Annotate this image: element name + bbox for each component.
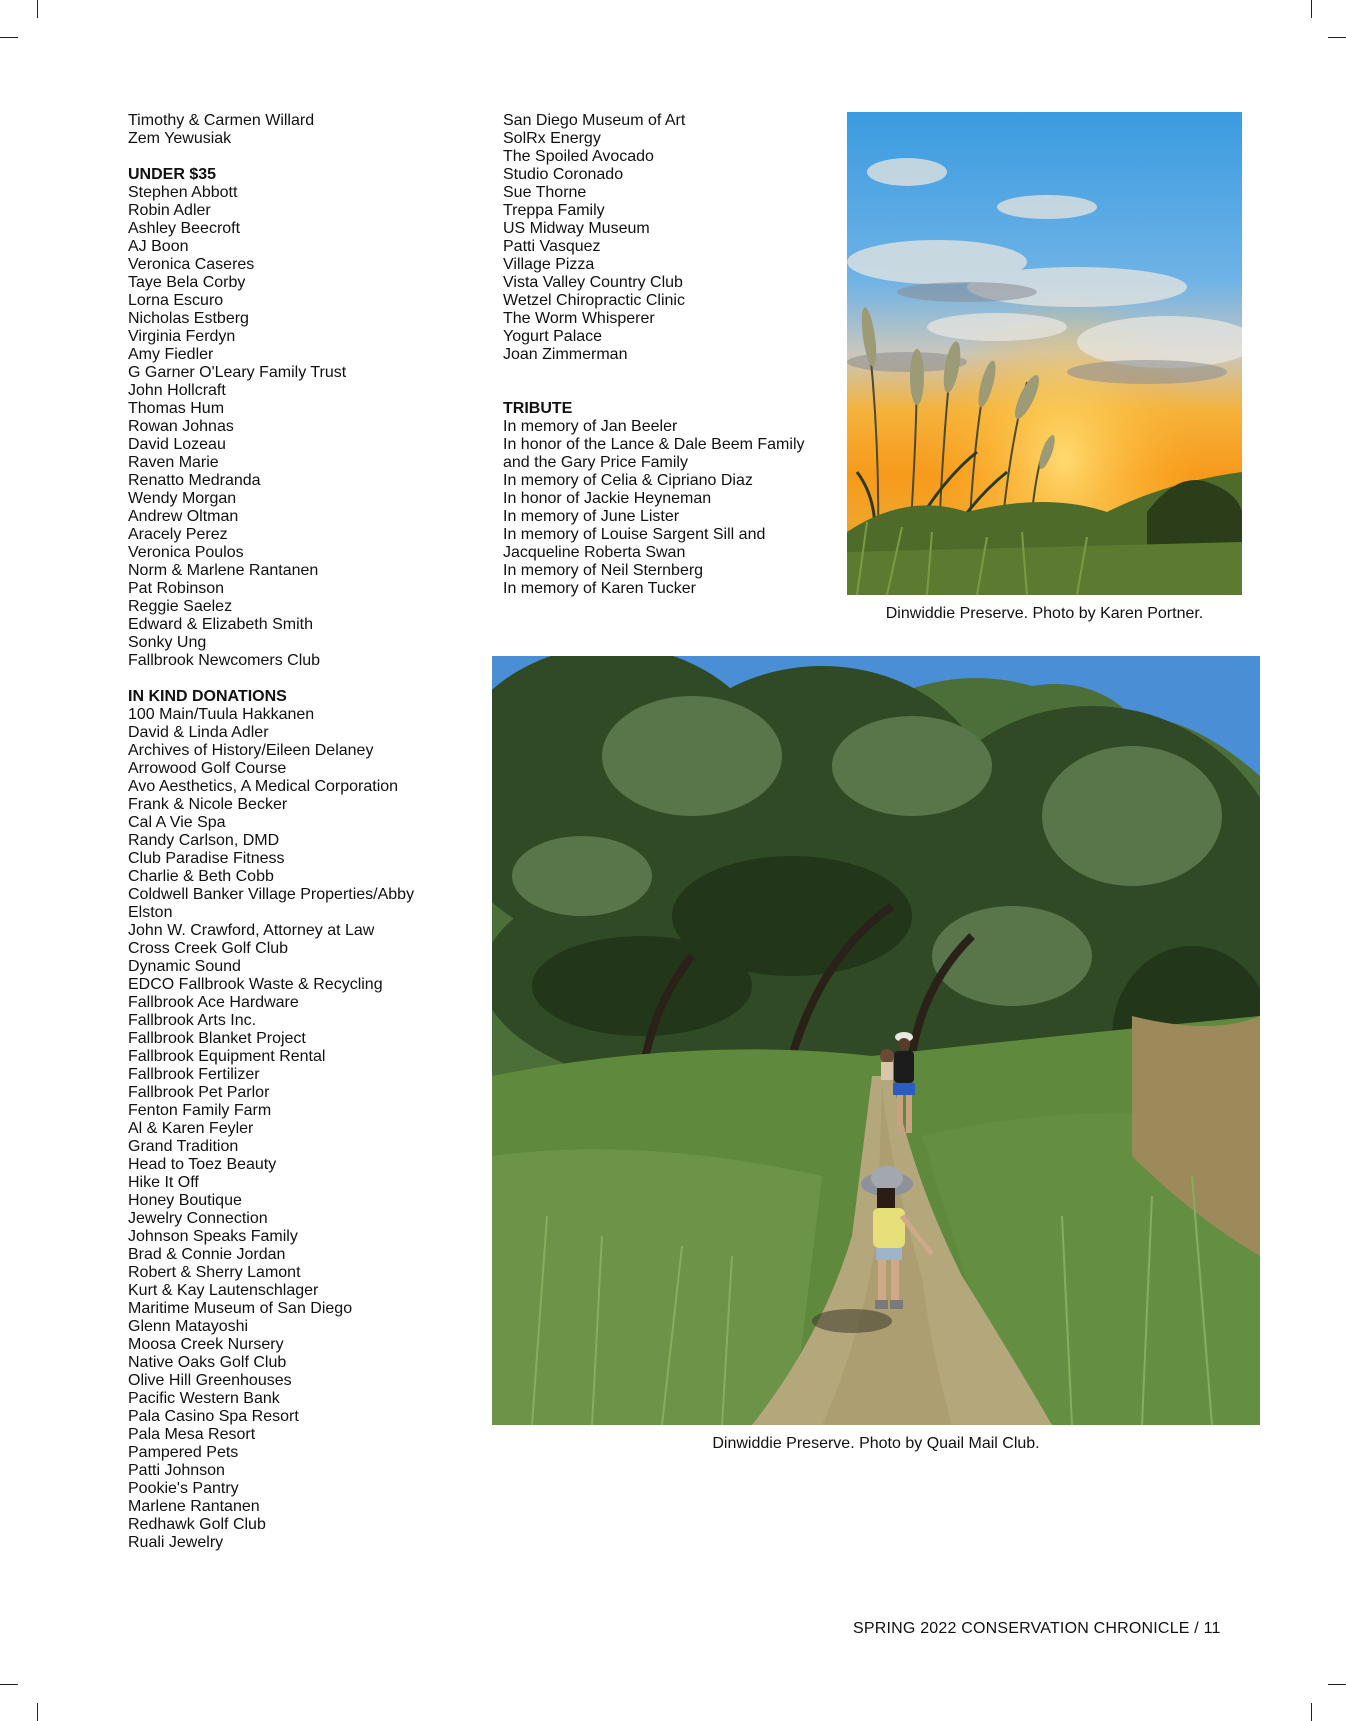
section-heading-in-kind: IN KIND DONATIONS xyxy=(128,688,287,705)
donor-name: Village Pizza xyxy=(503,256,595,273)
tribute-line: In honor of the Lance & Dale Beem Family xyxy=(503,436,805,453)
donor-name: Patti Johnson xyxy=(128,1462,225,1479)
donor-name: Fallbrook Newcomers Club xyxy=(128,652,321,669)
donor-name: Patti Vasquez xyxy=(503,238,601,255)
donor-name: AJ Boon xyxy=(128,238,189,255)
trail-hikers-photo xyxy=(492,656,1260,1425)
crop-mark-top-right-h xyxy=(1328,37,1346,38)
donor-name: Fallbrook Equipment Rental xyxy=(128,1048,326,1065)
donor-name: Aracely Perez xyxy=(128,526,228,543)
donor-name: Elston xyxy=(128,904,173,921)
donor-name: Reggie Saelez xyxy=(128,598,233,615)
tribute-line: In memory of June Lister xyxy=(503,508,680,525)
donor-name: Arrowood Golf Course xyxy=(128,760,287,777)
sunset-pampas-photo xyxy=(847,112,1242,595)
donor-name: Cross Creek Golf Club xyxy=(128,940,289,957)
tribute-line: and the Gary Price Family xyxy=(503,454,688,471)
donor-name: Ashley Beecroft xyxy=(128,220,241,237)
donor-name: Norm & Marlene Rantanen xyxy=(128,562,319,579)
top-photo-caption: Dinwiddie Preserve. Photo by Karen Portner. xyxy=(885,605,1204,622)
donor-name: David & Linda Adler xyxy=(128,724,269,741)
donor-name: Sonky Ung xyxy=(128,634,207,651)
donor-name: Andrew Oltman xyxy=(128,508,239,525)
donor-name: John W. Crawford, Attorney at Law xyxy=(128,922,375,939)
donor-name: Head to Toez Beauty xyxy=(128,1156,277,1173)
donor-name: Club Paradise Fitness xyxy=(128,850,285,867)
donor-name: SolRx Energy xyxy=(503,130,601,147)
donor-name: Sue Thorne xyxy=(503,184,587,201)
donor-name: Redhawk Golf Club xyxy=(128,1516,266,1533)
donor-name: Pala Mesa Resort xyxy=(128,1426,256,1443)
donor-name: Ruali Jewelry xyxy=(128,1534,224,1551)
donor-list-continued xyxy=(503,112,805,364)
donor-name: San Diego Museum of Art xyxy=(503,112,686,129)
donor-name: Treppa Family xyxy=(503,202,605,219)
donor-name: Frank & Nicole Becker xyxy=(128,796,288,813)
donor-name: David Lozeau xyxy=(128,436,226,453)
donor-name: Lorna Escuro xyxy=(128,292,224,309)
crop-mark-top-right-v xyxy=(1311,0,1312,18)
donor-name: Robert & Sherry Lamont xyxy=(128,1264,301,1281)
section-heading-tribute: TRIBUTE xyxy=(503,400,573,417)
donor-name: 100 Main/Tuula Hakkanen xyxy=(128,706,315,723)
tribute-line: Jacqueline Roberta Swan xyxy=(503,544,686,561)
crop-mark-bottom-left-v xyxy=(37,1703,38,1721)
donor-name: Coldwell Banker Village Properties/Abby xyxy=(128,886,415,903)
donor-name: US Midway Museum xyxy=(503,220,650,237)
tribute-line: In memory of Celia & Cipriano Diaz xyxy=(503,472,753,489)
donor-name: Fallbrook Blanket Project xyxy=(128,1030,306,1047)
donor-name: Yogurt Palace xyxy=(503,328,603,345)
donor-name: Brad & Connie Jordan xyxy=(128,1246,286,1263)
donor-column-2 xyxy=(503,112,805,598)
donor-name: Fallbrook Ace Hardware xyxy=(128,994,299,1011)
crop-mark-top-left-v xyxy=(37,0,38,18)
page-footer: SPRING 2022 CONSERVATION CHRONICLE / 11 xyxy=(853,1620,1221,1637)
donor-name: Virginia Ferdyn xyxy=(128,328,236,345)
crop-mark-top-left-h xyxy=(0,37,18,38)
donor-name: Randy Carlson, DMD xyxy=(128,832,280,849)
donor-name: Raven Marie xyxy=(128,454,219,471)
donor-name: Timothy & Carmen Willard xyxy=(128,112,315,129)
donor-name: Rowan Johnas xyxy=(128,418,234,435)
donor-name: Marlene Rantanen xyxy=(128,1498,260,1515)
donor-name: Renatto Medranda xyxy=(128,472,261,489)
donor-name: Johnson Speaks Family xyxy=(128,1228,298,1245)
donor-name: Archives of History/Eileen Delaney xyxy=(128,742,374,759)
tribute-list xyxy=(503,418,805,598)
section-heading-under-35: UNDER $35 xyxy=(128,166,217,183)
under-35-donor-list xyxy=(128,184,414,670)
donor-name: Pacific Western Bank xyxy=(128,1390,280,1407)
tribute-line: In memory of Jan Beeler xyxy=(503,418,678,435)
donor-name: Hike It Off xyxy=(128,1174,199,1191)
donor-name: Pat Robinson xyxy=(128,580,225,597)
donor-name: Charlie & Beth Cobb xyxy=(128,868,274,885)
donor-name: Vista Valley Country Club xyxy=(503,274,683,291)
donor-name: Wetzel Chiropractic Clinic xyxy=(503,292,685,309)
donor-name: Veronica Poulos xyxy=(128,544,244,561)
donor-name: Maritime Museum of San Diego xyxy=(128,1300,353,1317)
crop-mark-bottom-left-h xyxy=(0,1684,18,1685)
donor-name: Glenn Matayoshi xyxy=(128,1318,249,1335)
tribute-line: In memory of Louise Sargent Sill and xyxy=(503,526,766,543)
crop-mark-bottom-right-h xyxy=(1328,1684,1346,1685)
donor-name: Fenton Family Farm xyxy=(128,1102,272,1119)
donor-name: Taye Bela Corby xyxy=(128,274,246,291)
donor-name: Joan Zimmerman xyxy=(503,346,628,363)
donor-name: Studio Coronado xyxy=(503,166,624,183)
donor-name: Olive Hill Greenhouses xyxy=(128,1372,292,1389)
donor-name: Fallbrook Arts Inc. xyxy=(128,1012,257,1029)
donor-name: Fallbrook Fertilizer xyxy=(128,1066,260,1083)
donor-name: The Spoiled Avocado xyxy=(503,148,654,165)
donor-name: John Hollcraft xyxy=(128,382,226,399)
donor-name: Kurt & Kay Lautenschlager xyxy=(128,1282,319,1299)
donor-column-1 xyxy=(128,112,414,1552)
donor-name: Al & Karen Feyler xyxy=(128,1120,254,1137)
donor-name: Wendy Morgan xyxy=(128,490,237,507)
donor-name: Native Oaks Golf Club xyxy=(128,1354,287,1371)
donor-name: Moosa Creek Nursery xyxy=(128,1336,284,1353)
tribute-line: In memory of Neil Sternberg xyxy=(503,562,704,579)
donor-name: EDCO Fallbrook Waste & Recycling xyxy=(128,976,383,993)
donor-name: Fallbrook Pet Parlor xyxy=(128,1084,270,1101)
donor-name: Stephen Abbott xyxy=(128,184,238,201)
donor-name: Zem Yewusiak xyxy=(128,130,232,147)
in-kind-donor-list xyxy=(128,706,414,1552)
donor-name: The Worm Whisperer xyxy=(503,310,655,327)
donor-name: Nicholas Estberg xyxy=(128,310,249,327)
donor-name: Dynamic Sound xyxy=(128,958,241,975)
donor-name: Veronica Caseres xyxy=(128,256,255,273)
intro-donor-list xyxy=(128,112,414,148)
bottom-photo-caption: Dinwiddie Preserve. Photo by Quail Mail Club. xyxy=(712,1435,1040,1452)
donor-name: Jewelry Connection xyxy=(128,1210,268,1227)
tribute-line: In memory of Karen Tucker xyxy=(503,580,696,597)
donor-name: Thomas Hum xyxy=(128,400,225,417)
tribute-line: In honor of Jackie Heyneman xyxy=(503,490,712,507)
donor-name: Edward & Elizabeth Smith xyxy=(128,616,313,633)
donor-name: Robin Adler xyxy=(128,202,211,219)
donor-name: Cal A Vie Spa xyxy=(128,814,226,831)
donor-name: Pampered Pets xyxy=(128,1444,239,1461)
donor-name: Avo Aesthetics, A Medical Corporation xyxy=(128,778,399,795)
donor-name: Pala Casino Spa Resort xyxy=(128,1408,299,1425)
donor-name: Honey Boutique xyxy=(128,1192,242,1209)
donor-name: Pookie's Pantry xyxy=(128,1480,239,1497)
donor-name: Grand Tradition xyxy=(128,1138,239,1155)
donor-name: Amy Fiedler xyxy=(128,346,214,363)
crop-mark-bottom-right-v xyxy=(1311,1703,1312,1721)
donor-name: G Garner O'Leary Family Trust xyxy=(128,364,347,381)
